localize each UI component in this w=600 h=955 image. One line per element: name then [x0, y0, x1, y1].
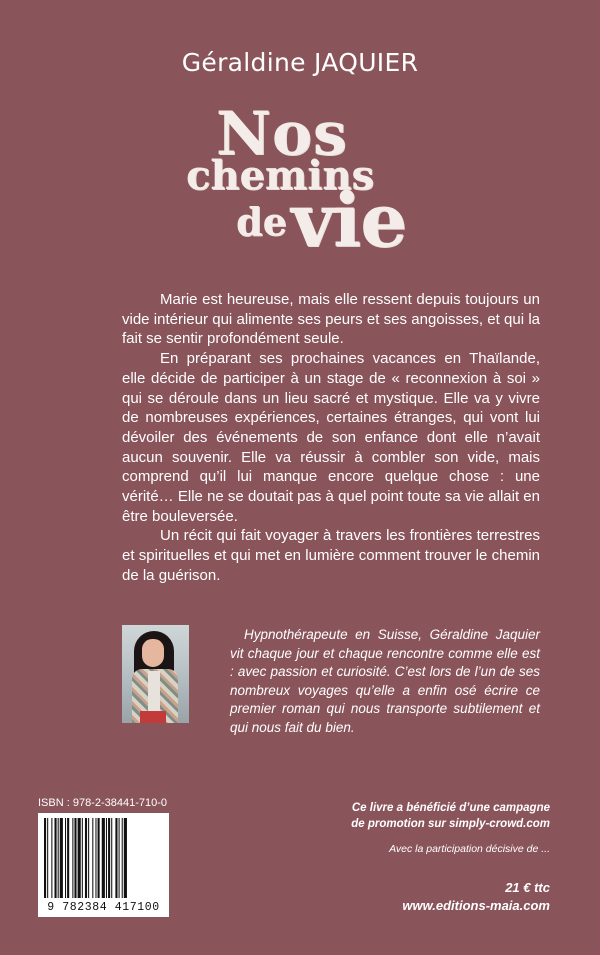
publisher-website[interactable]: www.editions-maia.com	[402, 898, 550, 913]
barcode-bars	[44, 818, 163, 898]
author-photo	[122, 625, 189, 723]
barcode-bar	[78, 818, 81, 898]
promo-text	[290, 800, 550, 832]
title-word-vie: vie	[291, 178, 407, 264]
author-name: Géraldine JAQUIER	[181, 48, 419, 77]
barcode-digits: 9 782384 417100	[47, 901, 160, 914]
title-word-de: de	[236, 199, 287, 244]
barcode-bar	[111, 818, 112, 898]
title-word-nos: Nos	[216, 99, 348, 169]
synopsis	[122, 290, 540, 586]
photo-face	[142, 639, 164, 667]
barcode-bar	[47, 818, 48, 898]
synopsis-paragraph: Marie est heureuse, mais elle ressent depuis toujours un vide intérieur qui alimente ses peurs et ses angoisses, et qui la fait se sentir profondément seule.	[122, 291, 540, 348]
photo-skirt	[140, 711, 166, 723]
barcode-bar	[65, 818, 66, 898]
barcode-bar	[55, 818, 57, 898]
promo-line: de promotion sur simply-crowd.com	[351, 818, 550, 830]
barcode-bar	[119, 818, 120, 898]
promo-line: Ce livre a bénéficié d’une campagne	[351, 802, 550, 814]
barcode-bar	[72, 818, 73, 898]
author-bio: Hypnothérapeute en Suisse, Géraldine Jaquier vit chaque jour et chaque rencontre comme elle est : avec passion et curiosité. C’est lors de l’un de ses nombreux voyages qu’elle a enfin osé écrire ce premier roman qui nous transporte subtilement et qui nous fait du bien.	[230, 627, 540, 735]
barcode-bar	[51, 818, 52, 898]
barcode-bar	[82, 818, 83, 898]
isbn: ISBN : 978-2-38441-710-0	[38, 797, 168, 809]
barcode-bar	[95, 818, 96, 898]
barcode-bar	[85, 818, 87, 898]
barcode-bar	[67, 818, 69, 898]
barcode-bar	[88, 818, 89, 898]
barcode-bar	[92, 818, 93, 898]
barcode-bar	[124, 818, 127, 898]
barcode-bar	[106, 818, 107, 898]
price: 21 € ttc	[505, 880, 550, 895]
synopsis-paragraph: Un récit qui fait voyager à travers les frontières terrestres et spirituelles et qui met en lumière comment trouver le chemin de la guérison.	[122, 527, 540, 584]
barcode-bar	[58, 818, 59, 898]
barcode-bar	[102, 818, 105, 898]
barcode	[38, 813, 169, 917]
barcode-bar	[44, 818, 46, 898]
barcode-bar	[115, 818, 117, 898]
synopsis-paragraph: En préparant ses prochaines vacances en Thaïlande, elle décide de participer à un stage de « reconnexion à soi » qui se déroule dans un lieu sacré et mystique. Elle va y vivre de nombreuses expériences, certaines étranges, qui vont lui dévoiler des événements de son enfance dont elle n’avait aucun souvenir. Elle va réussir à combler son vide, mais comprend qu’il lui manque encore quelque chose : une vérité… Elle ne se doutait pas à quel point toute sa vie allait en être bouleversée.	[122, 350, 540, 525]
photo-shirt	[148, 671, 160, 711]
barcode-bar	[108, 818, 110, 898]
barcode-bar	[98, 818, 100, 898]
barcode-bar	[60, 818, 63, 898]
barcode-bar	[122, 818, 123, 898]
barcode-bar	[74, 818, 76, 898]
participation-text: Avec la participation décisive de ...	[389, 843, 550, 855]
title-word-chemins: chemins	[186, 152, 375, 199]
